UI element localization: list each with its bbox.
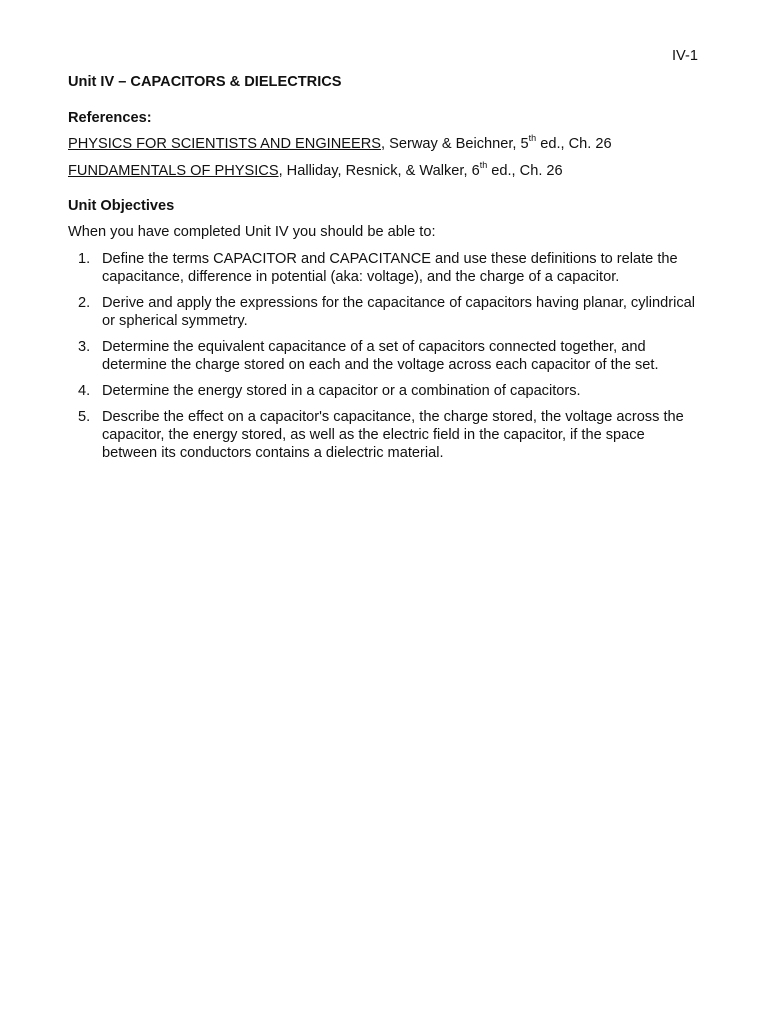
objective-text: Determine the energy stored in a capacitor or a combination of capacitors. bbox=[102, 383, 581, 399]
objective-item bbox=[68, 250, 702, 286]
reference-book-title: FUNDAMENTALS OF PHYSICS bbox=[68, 163, 279, 179]
reference-item bbox=[68, 162, 704, 180]
objective-text: Derive and apply the expressions for the capacitance of capacitors having planar, cylindrical or spherical symmetry. bbox=[102, 295, 695, 329]
reference-item bbox=[68, 135, 704, 153]
objective-number: 1. bbox=[78, 251, 91, 267]
reference-edition: ed., Ch. 26 bbox=[536, 136, 612, 152]
reference-ordinal: th bbox=[528, 133, 537, 144]
objective-item bbox=[68, 294, 702, 330]
objectives-intro: When you have completed Unit IV you should be able to: bbox=[68, 224, 436, 240]
references-heading: References: bbox=[68, 110, 152, 126]
objectives-heading: Unit Objectives bbox=[68, 198, 175, 214]
objective-text: Define the terms CAPACITOR and CAPACITANCE and use these definitions to relate the capacitance, difference in potential (aka: voltage), and the charge of a capacitor. bbox=[102, 251, 678, 285]
reference-book-title: PHYSICS FOR SCIENTISTS AND ENGINEERS bbox=[68, 136, 382, 152]
reference-ordinal: th bbox=[479, 160, 488, 171]
objective-number: 2. bbox=[78, 295, 91, 311]
unit-title: Unit IV – CAPACITORS & DIELECTRICS bbox=[68, 74, 342, 90]
reference-authors: , Halliday, Resnick, & Walker, 6 bbox=[278, 163, 480, 179]
objective-text: Describe the effect on a capacitor's capacitance, the charge stored, the voltage across the capacitor, the energy stored, as well as the electric field in the capacitor, if the space between its conductors contains a dielectric material. bbox=[102, 409, 684, 461]
objective-number: 4. bbox=[78, 383, 91, 399]
objective-number: 5. bbox=[78, 409, 91, 425]
reference-authors: , Serway & Beichner, 5 bbox=[381, 136, 529, 152]
objective-text: Determine the equivalent capacitance of a set of capacitors connected together, and determine the charge stored on each and the voltage across each capacitor of the set. bbox=[102, 339, 659, 373]
page-content bbox=[68, 73, 704, 470]
page-number: IV-1 bbox=[672, 48, 698, 64]
objective-number: 3. bbox=[78, 339, 91, 355]
objective-item bbox=[68, 338, 702, 374]
reference-edition: ed., Ch. 26 bbox=[487, 163, 563, 179]
objectives-list bbox=[68, 250, 704, 462]
objective-item bbox=[68, 408, 702, 462]
objective-item bbox=[68, 382, 702, 400]
